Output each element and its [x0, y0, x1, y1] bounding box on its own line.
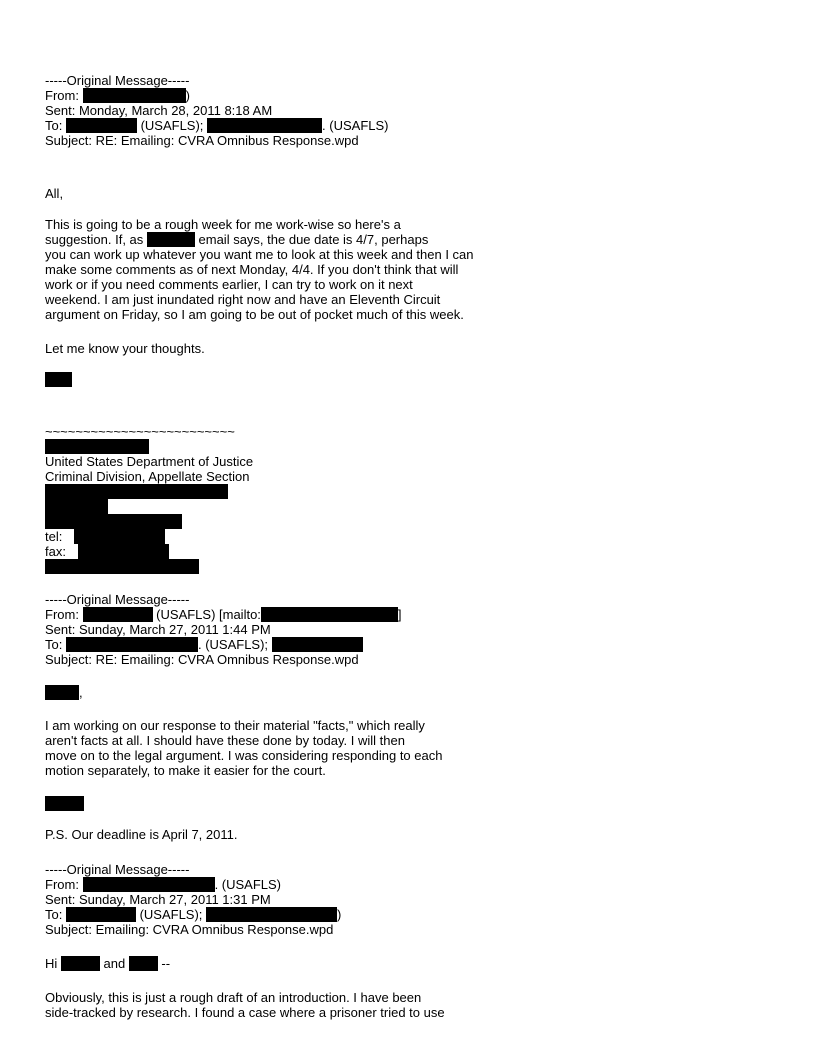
from-line: From: (USAFLS) [mailto: ]: [45, 607, 402, 622]
subject-line: Subject: Emailing: CVRA Omnibus Response.wpd: [45, 922, 334, 937]
signature-redaction: [45, 372, 72, 387]
signature-department: United States Department of Justice: [45, 454, 254, 469]
redaction: [207, 118, 322, 133]
original-message-header: -----Original Message-----: [45, 592, 190, 607]
redaction: [45, 439, 149, 454]
redaction: [74, 529, 165, 544]
greeting: ,: [45, 685, 83, 700]
body-line: suggestion. If, as email says, the due date is 4/7, perhaps: [45, 232, 429, 247]
subject-line: Subject: RE: Emailing: CVRA Omnibus Response.wpd: [45, 652, 359, 667]
from-close: ): [185, 88, 190, 103]
body-line: Let me know your thoughts.: [45, 341, 205, 356]
postscript: P.S. Our deadline is April 7, 2011.: [45, 827, 238, 842]
signature-tel: tel:: [45, 529, 165, 544]
to-label: To:: [45, 118, 66, 133]
to-mid: (USAFLS);: [136, 118, 208, 133]
sent-line: Sent: Sunday, March 27, 2011 1:44 PM: [45, 622, 271, 637]
subject-line: Subject: RE: Emailing: CVRA Omnibus Response.wpd: [45, 133, 359, 148]
redaction: [45, 484, 228, 499]
body-line: This is going to be a rough week for me work-wise so here's a: [45, 217, 401, 232]
redaction: [45, 514, 182, 529]
redaction: [83, 88, 186, 103]
redaction: [147, 232, 195, 247]
redaction: [61, 956, 100, 971]
body-line: move on to the legal argument. I was considering responding to each: [45, 748, 443, 763]
signature-division: Criminal Division, Appellate Section: [45, 469, 250, 484]
to-line: To: (USAFLS); ): [45, 907, 342, 922]
redaction: [261, 607, 398, 622]
sent-line: Sent: Sunday, March 27, 2011 1:31 PM: [45, 892, 271, 907]
redaction: [45, 559, 199, 574]
signature-separator: ~~~~~~~~~~~~~~~~~~~~~~~~~: [45, 424, 235, 439]
body-line: work or if you need comments earlier, I can try to work on it next: [45, 277, 413, 292]
redaction: [83, 877, 215, 892]
sent-line: Sent: Monday, March 28, 2011 8:18 AM: [45, 103, 273, 118]
body-line: Obviously, this is just a rough draft of an introduction. I have been: [45, 990, 422, 1005]
body-line: weekend. I am just inundated right now and have an Eleventh Circuit: [45, 292, 441, 307]
redaction: [206, 907, 337, 922]
original-message-header: -----Original Message-----: [45, 862, 190, 877]
body-line: you can work up whatever you want me to look at this week and then I can: [45, 247, 474, 262]
body-line: argument on Friday, so I am going to be out of pocket much of this week.: [45, 307, 464, 322]
original-message-header: -----Original Message-----: [45, 73, 190, 88]
to-line: To: . (USAFLS);: [45, 637, 363, 652]
redaction: [66, 907, 136, 922]
body-line: aren't facts at all. I should have these done by today. I will then: [45, 733, 405, 748]
redaction: [83, 607, 153, 622]
signature-redaction: [45, 796, 84, 811]
redaction: [272, 637, 363, 652]
signature-fax: fax:: [45, 544, 169, 559]
redaction: [129, 956, 158, 971]
greeting: All,: [45, 186, 64, 201]
redaction: [66, 637, 198, 652]
redaction: [78, 544, 169, 559]
body-line: motion separately, to make it easier for the court.: [45, 763, 326, 778]
body-line: I am working on our response to their material "facts," which really: [45, 718, 425, 733]
redaction: [66, 118, 137, 133]
body-line: make some comments as of next Monday, 4/4. If you don't think that will: [45, 262, 459, 277]
to-line: [45, 118, 389, 133]
to-end: . (USAFLS): [322, 118, 389, 133]
greeting: Hi and --: [45, 956, 171, 971]
redaction: [45, 685, 79, 700]
redaction: [45, 499, 108, 514]
body-line: side-tracked by research. I found a case where a prisoner tried to use: [45, 1005, 445, 1020]
from-line: From: . (USAFLS): [45, 877, 282, 892]
from-line: [45, 88, 190, 103]
from-label: From:: [45, 88, 83, 103]
